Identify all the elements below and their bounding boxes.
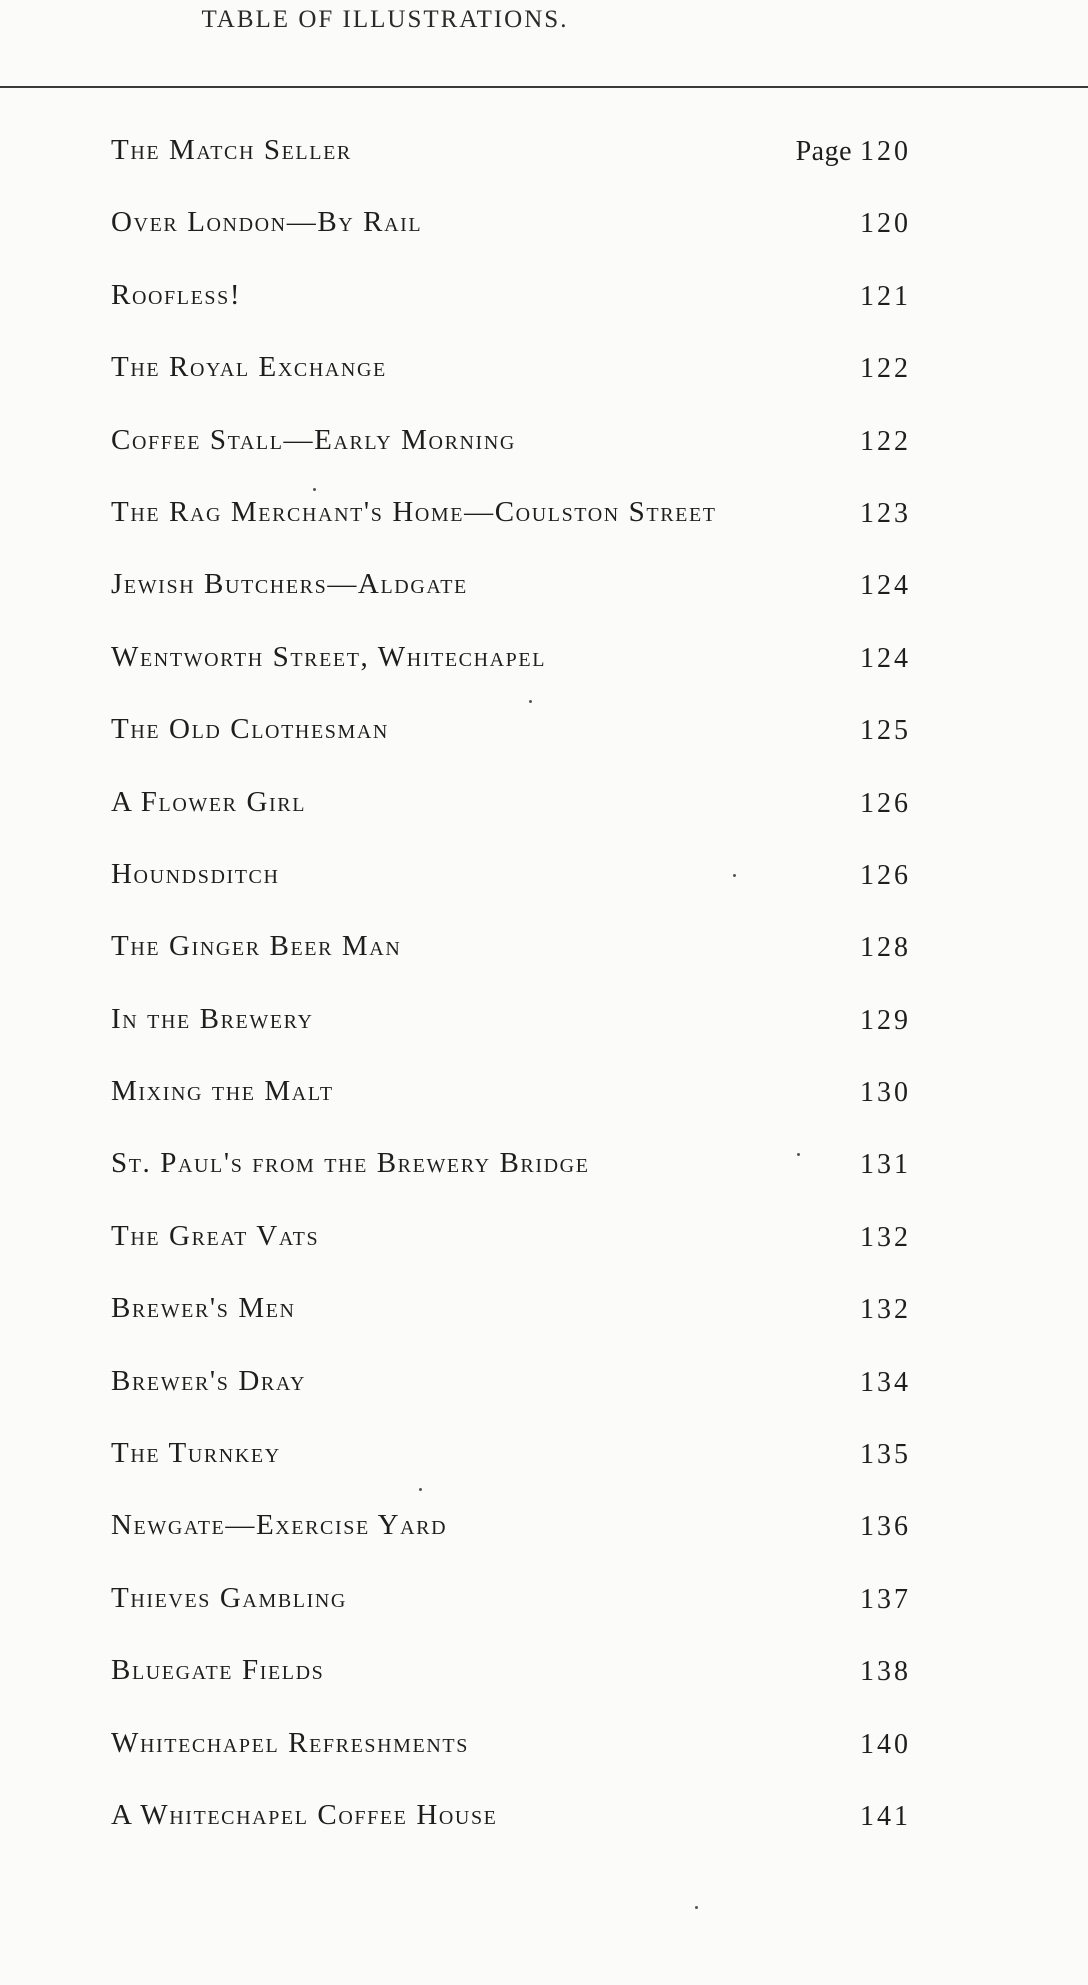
entry-title: Jewish Butchers—Aldgate [111,568,468,601]
paper-speck [733,874,736,877]
toc-entry [111,556,911,628]
page-number: 125 [860,715,911,747]
entry-page [860,1149,911,1181]
toc-entry [111,629,911,701]
toc-entry [111,194,911,266]
page-number: 122 [860,425,911,457]
entry-page [860,715,911,747]
toc-entry [111,1135,911,1207]
entry-page [860,1801,911,1833]
paper-speck [313,488,316,491]
page-number: 137 [860,1583,911,1615]
toc-entry [111,267,911,339]
entry-page [860,1077,911,1109]
page-number: 129 [860,1004,911,1036]
entry-page [860,860,911,892]
page-number: 132 [860,1221,911,1253]
page-number: 141 [860,1800,911,1832]
toc-entry [111,1063,911,1135]
entry-title: The Rag Merchant's Home—Coulston Street [111,495,717,528]
entry-page [860,426,911,458]
page-number: 120 [860,208,911,240]
entry-title: St. Paul's from the Brewery Bridge [111,1147,590,1180]
entry-title: Whitechapel Refreshments [111,1726,469,1759]
toc-entry [111,484,911,556]
toc-entry [111,1280,911,1352]
entry-title: Brewer's Men [111,1292,296,1325]
page-number: 123 [860,497,911,529]
page-number: 122 [860,353,911,385]
entry-page [860,643,911,675]
entry-title: A Whitechapel Coffee House [111,1798,498,1831]
entry-page [860,1005,911,1037]
entry-page [860,1222,911,1254]
entry-title: Newgate—Exercise Yard [111,1509,448,1542]
toc-entry [111,1715,911,1787]
entry-page [796,136,911,168]
entry-title: Over London—By Rail [111,206,423,239]
page-number: 130 [860,1077,911,1109]
entry-page [860,1656,911,1688]
toc-entry [111,339,911,411]
page-number: 120 [860,136,911,167]
entry-page [860,353,911,385]
paper-speck [695,1906,698,1909]
illustrations-list [111,122,911,1859]
page-number: 134 [860,1366,911,1398]
entry-page [860,1439,911,1471]
entry-title: The Ginger Beer Man [111,930,402,963]
entry-title: The Turnkey [111,1437,281,1470]
entry-title: Bluegate Fields [111,1654,325,1687]
page-number: 136 [860,1511,911,1543]
toc-entry [111,1497,911,1569]
entry-title: The Match Seller [111,134,352,166]
toc-entry [111,1353,911,1425]
entry-page [860,1294,911,1326]
toc-entry [111,774,911,846]
page-number: 126 [860,859,911,891]
entry-page [860,1729,911,1761]
toc-entry [111,412,911,484]
page-label: Page [795,136,852,167]
page-number: 128 [860,932,911,964]
header-rule [0,86,1088,88]
toc-entry [111,991,911,1063]
entry-page [860,932,911,964]
entry-title: Mixing the Malt [111,1075,334,1108]
toc-entry [111,1787,911,1859]
page-number: 124 [860,570,911,602]
page-number: 140 [860,1728,911,1760]
page-number: 121 [860,280,911,312]
toc-entry [111,918,911,990]
entry-title: Brewer's Dray [111,1364,307,1397]
entry-title: Roofless! [111,278,242,311]
entry-page [860,788,911,820]
entry-page [860,570,911,602]
paper-speck [419,1488,422,1491]
page-number: 126 [860,787,911,819]
toc-entry [111,846,911,918]
entry-title: The Royal Exchange [111,351,387,384]
entry-title: Thieves Gambling [111,1581,347,1614]
entry-title: The Old Clothesman [111,713,389,746]
entry-title: The Great Vats [111,1219,320,1252]
page-number: 131 [860,1149,911,1181]
paper-speck [797,1153,800,1156]
paper-speck [529,700,532,703]
entry-title: In the Brewery [111,1002,314,1035]
entry-title: Wentworth Street, Whitechapel [111,640,547,673]
toc-entry [111,1208,911,1280]
entry-page [860,281,911,313]
entry-page [860,1511,911,1543]
toc-entry [111,1570,911,1642]
page-number: 124 [860,642,911,674]
running-head: TABLE OF ILLUSTRATIONS. [201,6,569,33]
entry-page [860,498,911,530]
entry-title: Houndsditch [111,857,280,890]
entry-page [860,1367,911,1399]
page-number: 132 [860,1294,911,1326]
entry-title: A Flower Girl [111,785,307,818]
toc-entry [111,122,911,194]
entry-title: Coffee Stall—Early Morning [111,423,516,456]
page-number: 138 [860,1656,911,1688]
toc-entry [111,701,911,773]
entry-page [860,1584,911,1616]
entry-page [860,208,911,240]
toc-entry [111,1425,911,1497]
page-number: 135 [860,1439,911,1471]
toc-entry [111,1642,911,1714]
